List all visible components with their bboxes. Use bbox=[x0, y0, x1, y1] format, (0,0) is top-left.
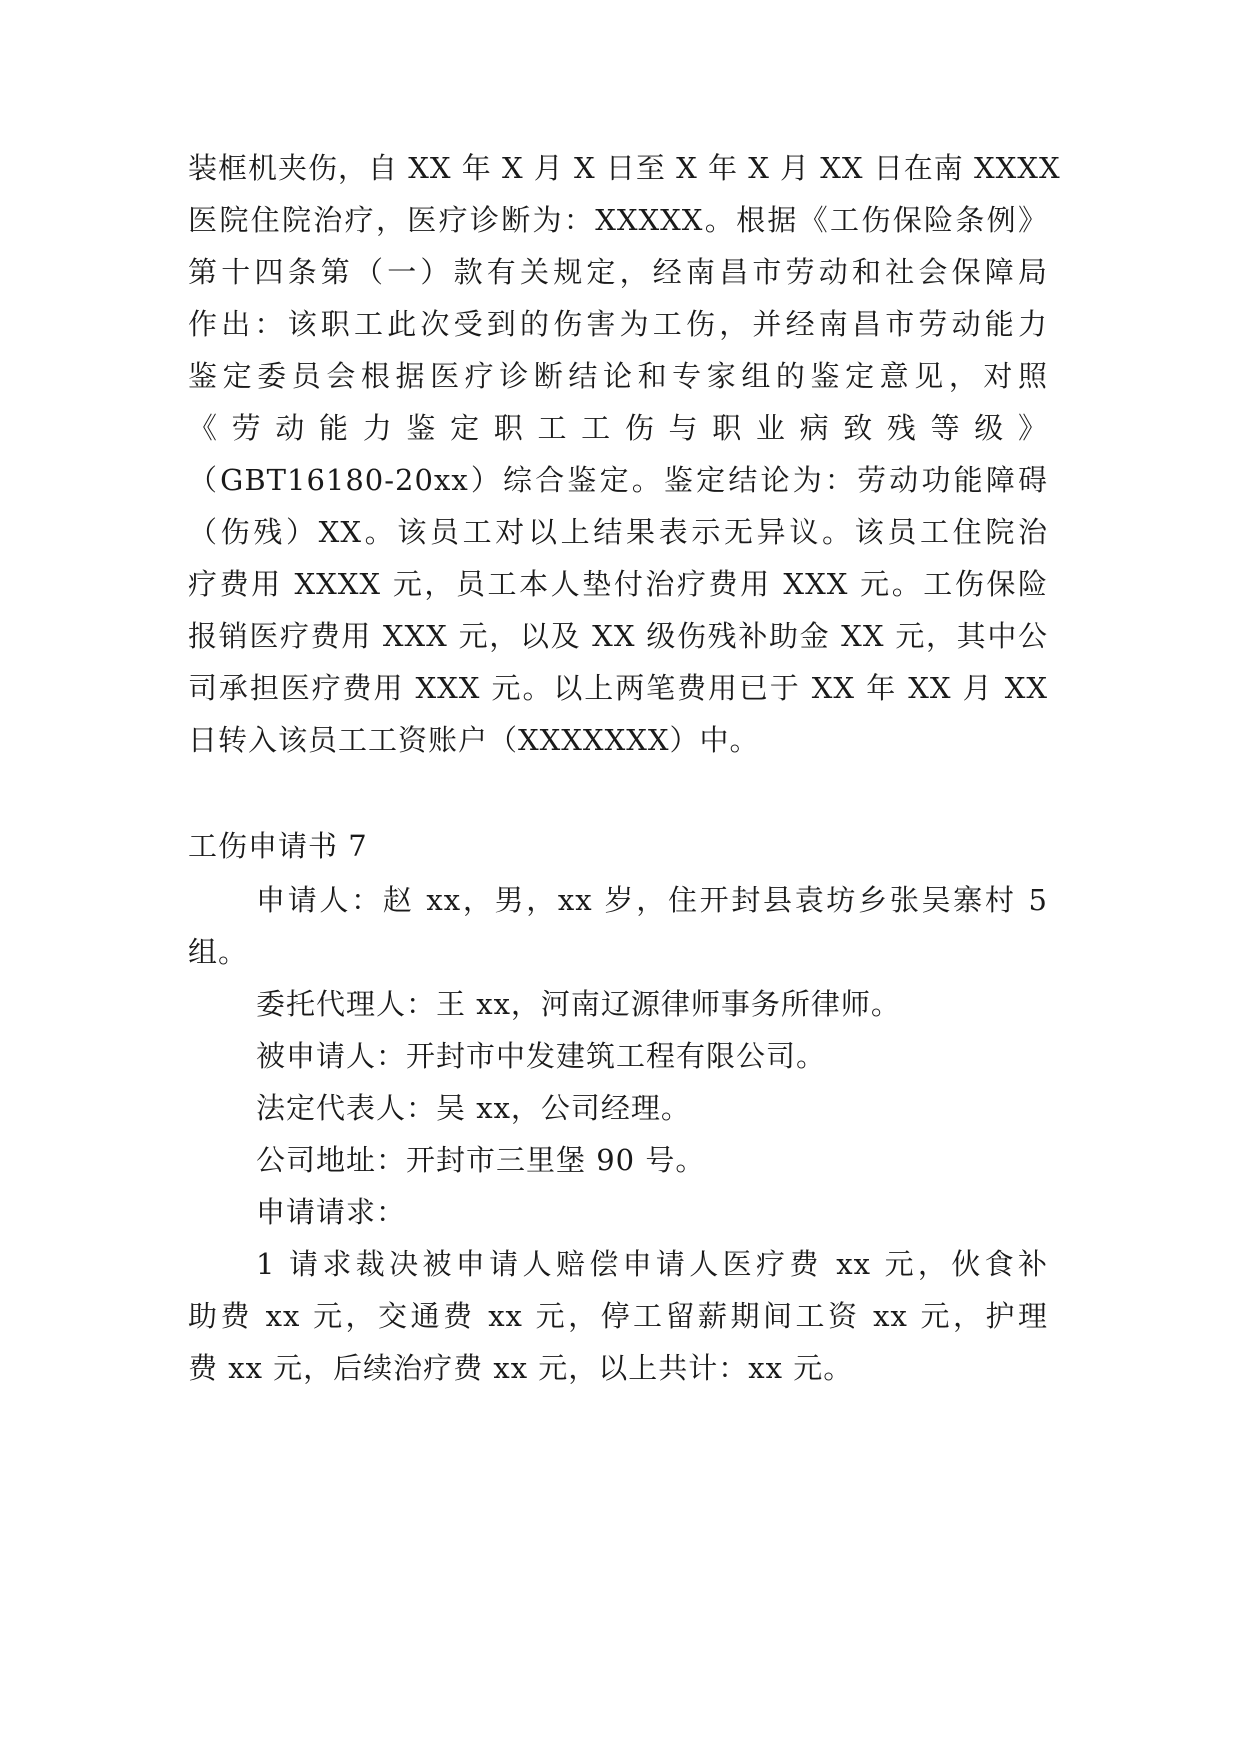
request-line: 1 请求裁决被申请人赔偿申请人医疗费 xx 元，伙食补 bbox=[256, 1247, 1048, 1281]
paragraph-line: 报销医疗费用 XXX 元，以及 XX 级伤残补助金 XX 元，其中公 bbox=[188, 619, 1048, 653]
applicant-line: 组。 bbox=[188, 935, 249, 969]
paragraph-line: 《劳动能力鉴定职工工伤与职业病致残等级》 bbox=[188, 411, 1048, 445]
address-line: 公司地址：开封市三里堡 90 号。 bbox=[256, 1143, 706, 1177]
respondent-line: 被申请人：开封市中发建筑工程有限公司。 bbox=[256, 1039, 827, 1073]
paragraph-line: （GBT16180-20xx）综合鉴定。鉴定结论为：劳动功能障碍 bbox=[188, 463, 1048, 497]
paragraph-line: 医院住院治疗，医疗诊断为：XXXXX。根据《工伤保险条例》 bbox=[188, 203, 1048, 237]
paragraph-line: 作出：该职工此次受到的伤害为工伤，并经南昌市劳动能力 bbox=[188, 307, 1048, 341]
request-line: 费 xx 元，后续治疗费 xx 元，以上共计：xx 元。 bbox=[188, 1351, 854, 1385]
request-heading: 申请请求： bbox=[256, 1195, 407, 1229]
paragraph-line: 装框机夹伤，自 XX 年 X 月 X 日至 X 年 X 月 XX 日在南 XXXX bbox=[188, 151, 1061, 185]
section-title: 工伤申请书 7 bbox=[188, 829, 368, 863]
paragraph-line: 疗费用 XXXX 元，员工本人垫付治疗费用 XXX 元。工伤保险 bbox=[188, 567, 1048, 601]
legal-rep-line: 法定代表人：吴 xx，公司经理。 bbox=[256, 1091, 691, 1125]
paragraph-line: 第十四条第（一）款有关规定，经南昌市劳动和社会保障局 bbox=[188, 255, 1048, 289]
paragraph-line: 鉴定委员会根据医疗诊断结论和专家组的鉴定意见，对照 bbox=[188, 359, 1048, 393]
paragraph-line: 司承担医疗费用 XXX 元。以上两笔费用已于 XX 年 XX 月 XX bbox=[188, 671, 1048, 705]
request-line: 助费 xx 元，交通费 xx 元，停工留薪期间工资 xx 元，护理 bbox=[188, 1299, 1048, 1333]
paragraph-line: 日转入该员工工资账户（XXXXXXX）中。 bbox=[188, 723, 760, 757]
agent-line: 委托代理人：王 xx，河南辽源律师事务所律师。 bbox=[256, 987, 901, 1021]
paragraph-line: （伤残）XX。该员工对以上结果表示无异议。该员工住院治 bbox=[188, 515, 1048, 549]
applicant-line: 申请人：赵 xx，男，xx 岁，住开封县袁坊乡张吴寨村 5 bbox=[256, 883, 1048, 917]
